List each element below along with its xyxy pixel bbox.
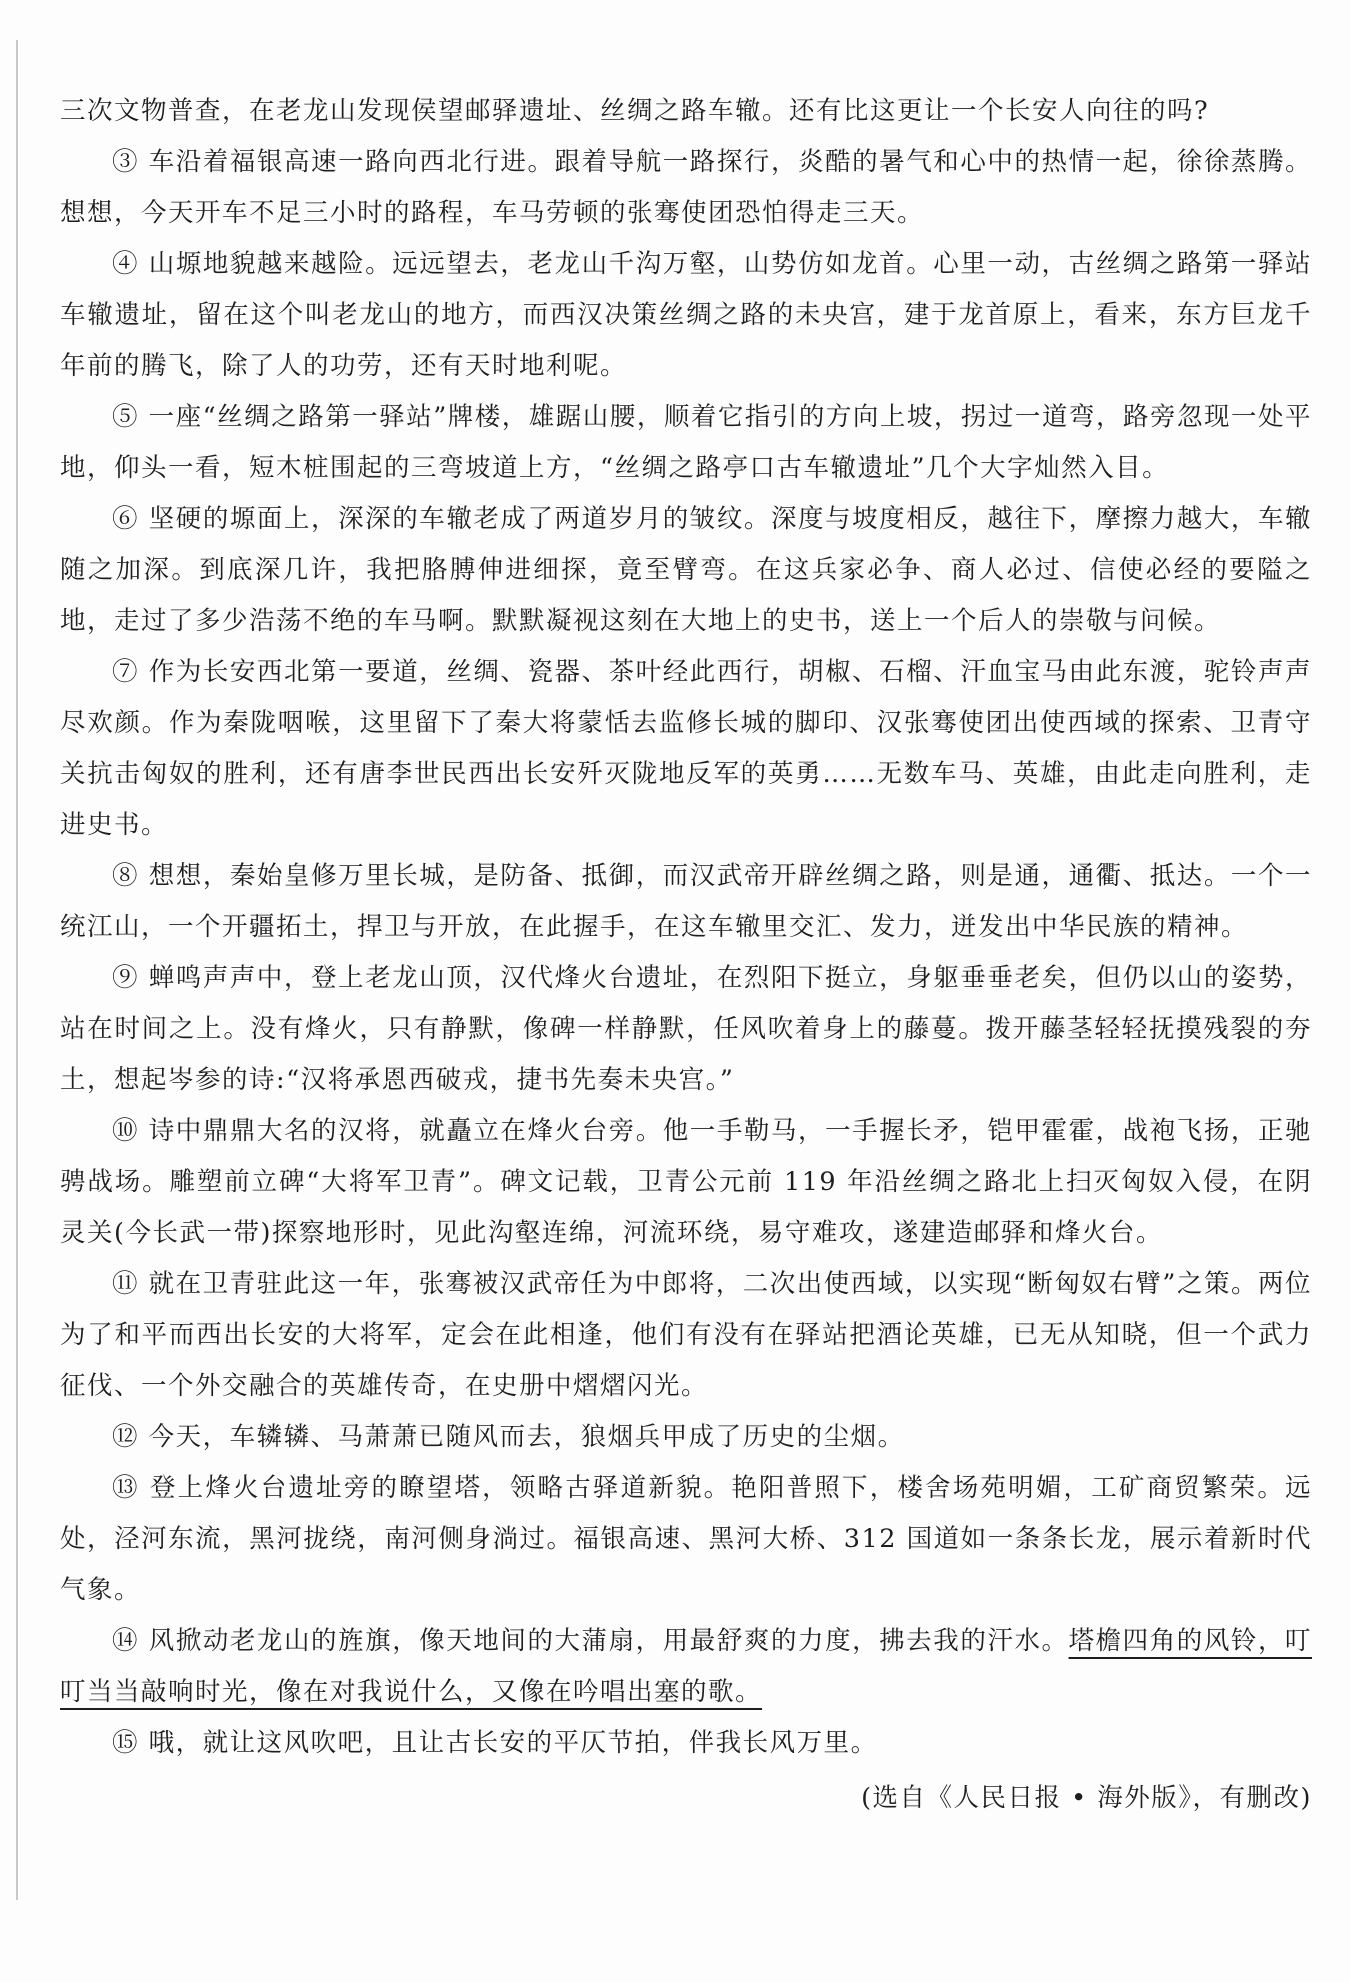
paragraph-14 — [60, 1616, 1312, 1718]
paragraph-4: ④ 山塬地貌越来越险。远远望去，老龙山千沟万壑，山势仿如龙首。心里一动，古丝绸之路第一驿站车辙遗址，留在这个叫老龙山的地方，而西汉决策丝绸之路的未央宫，建于龙首原上，看来，东方巨龙千年前的腾飞，除了人的功劳，还有天时地利呢。 — [60, 249, 1312, 381]
source-attribution: (选自《人民日报 • 海外版》，有删改) — [861, 1783, 1312, 1813]
paragraph-14-underlined-sentence: 塔檐四角的风铃，叮叮当当敲响时光，像在对我说什么，又像在吟唱出塞的歌。 — [60, 1626, 1312, 1707]
margin-rule — [16, 40, 18, 1900]
paragraph-15: ⑮ 哦，就让这风吹吧，且让古长安的平仄节拍，伴我长风万里。 — [112, 1728, 878, 1758]
paragraph-7: ⑦ 作为长安西北第一要道，丝绸、瓷器、茶叶经此西行，胡椒、石榴、汗血宝马由此东渡，驼铃声声尽欢颜。作为秦陇咽喉，这里留下了秦大将蒙恬去监修长城的脚印、汉张骞使团出使西域的探索、卫青守关抗击匈奴的胜利，还有唐李世民西出长安歼灭陇地反军的英勇……无数车马、英雄，由此走向胜利，走进史书。 — [60, 657, 1312, 840]
paragraph-3: ③ 车沿着福银高速一路向西北行进。跟着导航一路探行，炎酷的暑气和心中的热情一起，徐徐蒸腾。想想，今天开车不足三小时的路程，车马劳顿的张骞使团恐怕得走三天。 — [60, 147, 1312, 228]
paragraph-11: ⑪ 就在卫青驻此这一年，张骞被汉武帝任为中郎将，二次出使西域，以实现“断匈奴右臂”之策。两位为了和平而西出长安的大将军，定会在此相逢，他们有没有在驿站把酒论英雄，已无从知晓，但一个武力征伐、一个外交融合的英雄传奇，在史册中熠熠闪光。 — [60, 1269, 1312, 1401]
paragraph-9: ⑨ 蝉鸣声声中，登上老龙山顶，汉代烽火台遗址，在烈阳下挺立，身躯垂垂老矣，但仍以山的姿势，站在时间之上。没有烽火，只有静默，像碑一样静默，任风吹着身上的藤蔓。拨开藤茎轻轻抚摸残裂的夯土，想起岑参的诗:“汉将承恩西破戎，捷书先奏未央宫。” — [60, 963, 1312, 1095]
paragraph-14-plain-text: ⑭ 风掀动老龙山的旌旗，像天地间的大蒲扇，用最舒爽的力度，拂去我的汗水。 — [112, 1626, 1069, 1656]
paragraph-12: ⑫ 今天，车辚辚、马萧萧已随风而去，狼烟兵甲成了历史的尘烟。 — [112, 1422, 905, 1452]
paragraph-13: ⑬ 登上烽火台遗址旁的瞭望塔，领略古驿道新貌。艳阳普照下，楼舍场苑明媚，工矿商贸繁荣。远处，泾河东流，黑河拢绕，南河侧身淌过。福银高速、黑河大桥、312 国道如一条条长龙，展示着新时代气象。 — [60, 1473, 1312, 1605]
paragraph-2-continuation: 三次文物普查，在老龙山发现侯望邮驿遗址、丝绸之路车辙。还有比这更让一个长安人向往的吗? — [60, 96, 1210, 126]
paragraph-10: ⑩ 诗中鼎鼎大名的汉将，就矗立在烽火台旁。他一手勒马，一手握长矛，铠甲霍霍，战袍飞扬，正驰骋战场。雕塑前立碑“大将军卫青”。碑文记载，卫青公元前 119 年沿丝绸之路北上扫灭匈奴入侵，在阴灵关(今长武一带)探察地形时，见此沟壑连绵，河流环绕，易守难攻，遂建造邮驿和烽火台。 — [60, 1116, 1312, 1248]
article-body — [60, 86, 1312, 1824]
paragraph-5: ⑤ 一座“丝绸之路第一驿站”牌楼，雄踞山腰，顺着它指引的方向上坡，拐过一道弯，路旁忽现一处平地，仰头一看，短木桩围起的三弯坡道上方，“丝绸之路亭口古车辙遗址”几个大字灿然入目。 — [60, 402, 1312, 483]
paragraph-6: ⑥ 坚硬的塬面上，深深的车辙老成了两道岁月的皱纹。深度与坡度相反，越往下，摩擦力越大，车辙随之加深。到底深几许，我把胳膊伸进细探，竟至臂弯。在这兵家必争、商人必过、信使必经的要隘之地，走过了多少浩荡不绝的车马啊。默默凝视这刻在大地上的史书，送上一个后人的崇敬与问候。 — [60, 504, 1312, 636]
paragraph-8: ⑧ 想想，秦始皇修万里长城，是防备、抵御，而汉武帝开辟丝绸之路，则是通，通衢、抵达。一个一统江山，一个开疆拓土，捍卫与开放，在此握手，在这车辙里交汇、发力，迸发出中华民族的精神。 — [60, 861, 1312, 942]
